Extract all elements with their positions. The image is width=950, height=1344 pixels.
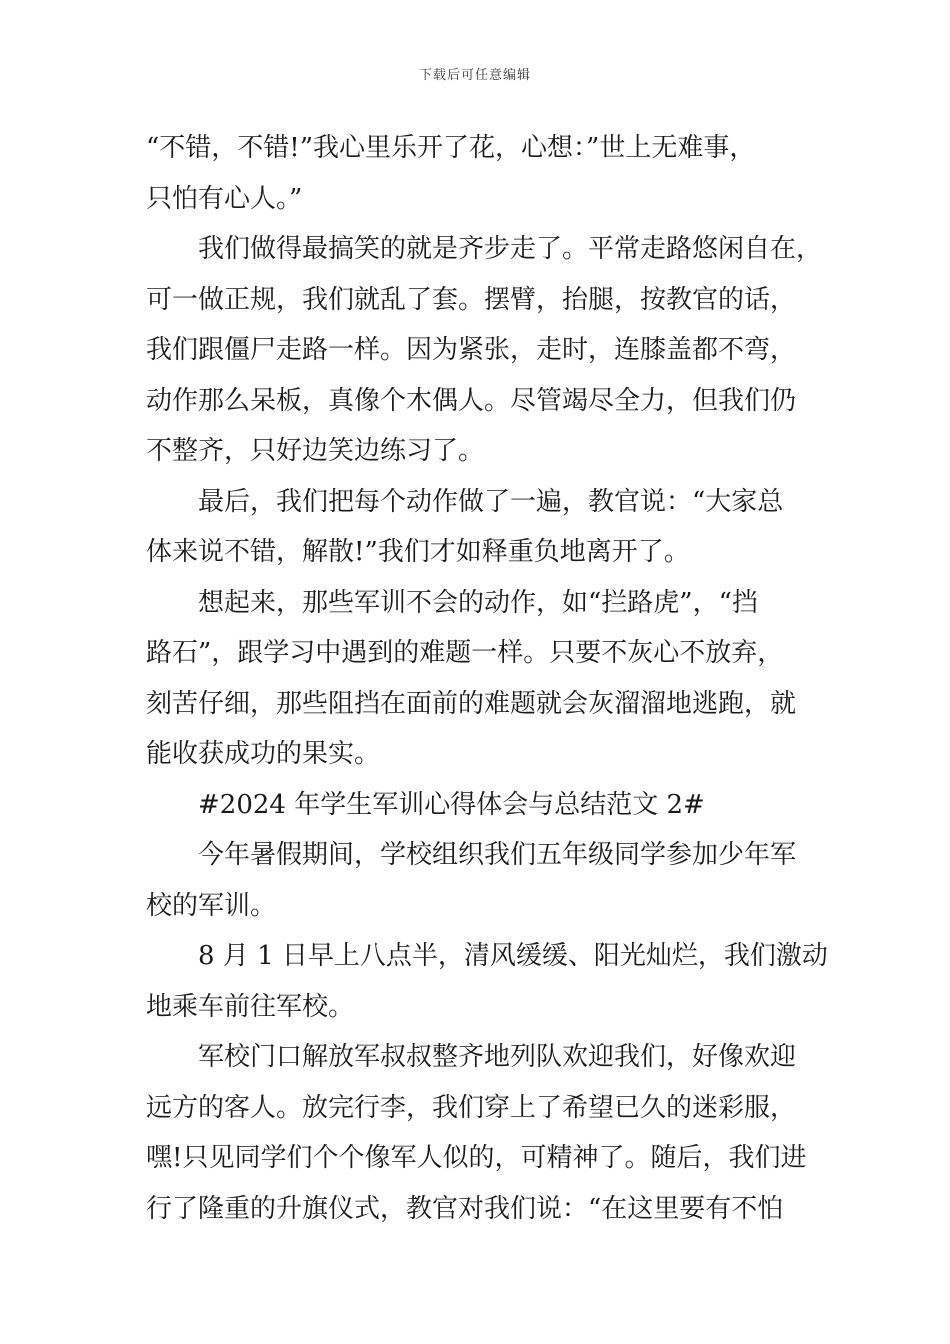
text-line: 校的军训。: [146, 890, 277, 921]
section-heading: #2024 年学生军训心得体会与总结范文 2#: [198, 789, 705, 820]
text-line: 我们做得最搞笑的就是齐步走了。平常走路悠闲自在，: [198, 234, 823, 264]
document-body: [146, 130, 826, 1241]
page-header: 下载后可任意编辑: [418, 68, 531, 83]
text-line: 今年暑假期间，学校组织我们五年级同学参加少年军: [198, 840, 797, 870]
text-line: 想起来，那些军训不会的动作，如“拦路虎”，“挡: [198, 587, 758, 618]
text-line: 行了隆重的升旗仪式，教官对我们说：“在这里要有不怕: [146, 1193, 784, 1224]
text-line: 体来说不错，解散!”我们才如释重负地离开了。: [146, 537, 690, 567]
text-line: 能收获成功的果实。: [146, 739, 381, 769]
text-line: 可一做正规，我们就乱了套。摆臂，抬腿，按教官的话，: [146, 284, 797, 315]
text-line: “不错，不错!”我心里乐开了花，心想：”世上无难事，: [146, 133, 756, 163]
text-line: 嘿!只见同学们个个像军人似的，可精神了。随后，我们进: [146, 1143, 807, 1173]
text-line: 动作那么呆板，真像个木偶人。尽管竭尽全力，但我们仍: [146, 385, 797, 416]
text-line: 不整齐，只好边笑边练习了。: [146, 436, 485, 466]
text-line: 地乘车前往军校。: [146, 991, 355, 1022]
text-line: 刻苦仔细，那些阻挡在面前的难题就会灰溜溜地逃跑，就: [146, 688, 797, 719]
text-line: 我们跟僵尸走路一样。因为紧张，走时，连膝盖都不弯，: [146, 335, 797, 365]
text-line: 只怕有心人。”: [146, 183, 303, 214]
text-line: 8 月 1 日早上八点半，清风缓缓、阳光灿烂，我们激动: [198, 941, 828, 971]
text-line: 军校门口解放军叔叔整齐地列队欢迎我们，好像欢迎: [198, 1042, 797, 1072]
text-line: 最后，我们把每个动作做了一遍，教官说：“大家总: [198, 486, 784, 517]
text-line: 路石”，跟学习中遇到的难题一样。只要不灰心不放弃，: [146, 638, 784, 668]
text-line: 远方的客人。放完行李，我们穿上了希望已久的迷彩服，: [146, 1092, 797, 1123]
